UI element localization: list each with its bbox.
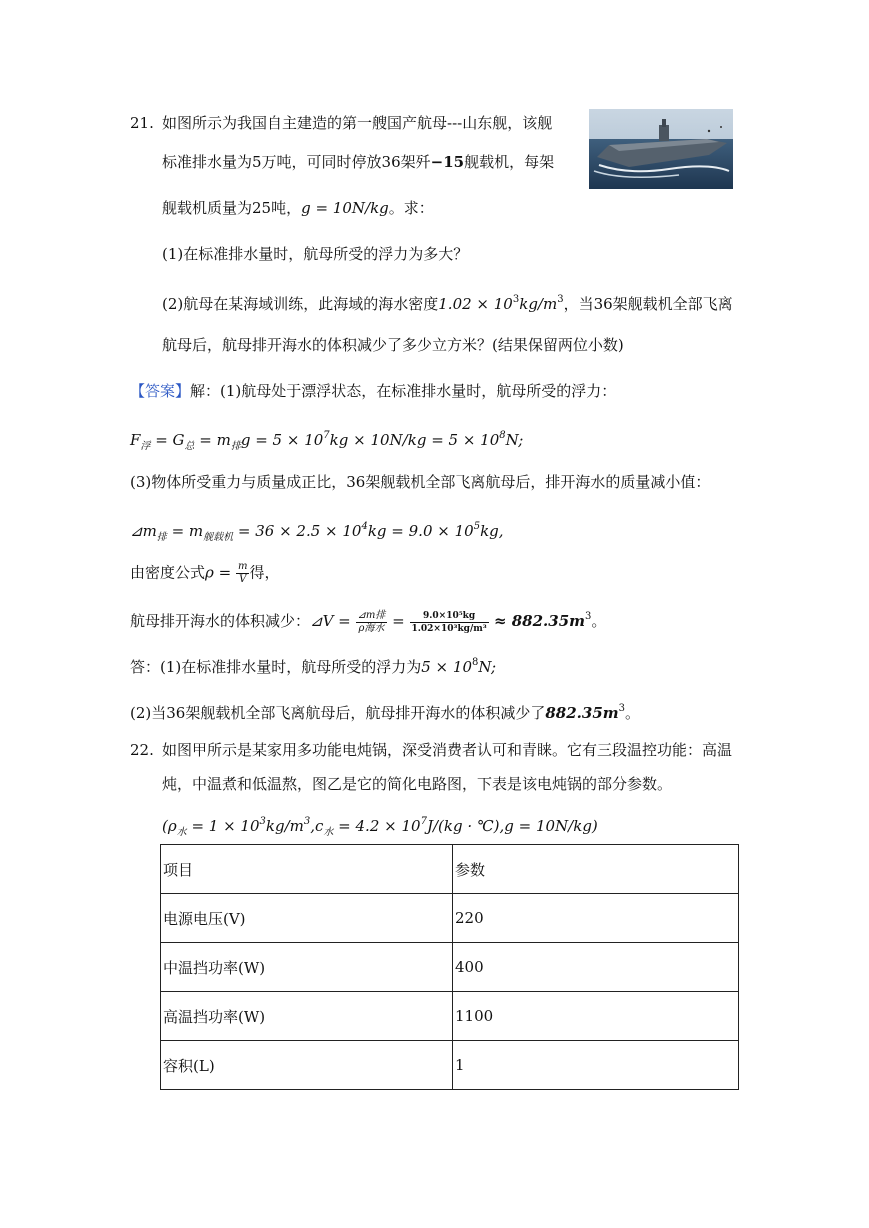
answer-intro: 【答案】解：(1)航母处于漂浮状态，在标准排水量时，航母所受的浮力： xyxy=(130,382,617,400)
table-cell: 容积(L) xyxy=(161,1041,453,1090)
table-header-cell: 参数 xyxy=(453,845,739,894)
table-cell: 220 xyxy=(453,894,739,943)
density-formula: 由密度公式ρ = $\frac{m}{V}$ 得， xyxy=(130,561,280,585)
table-cell: 电源电压(V) xyxy=(161,894,453,943)
table-cell: 1100 xyxy=(453,992,739,1041)
question-text-line: 标准排水量为5万吨，可同时停放36架歼−15舰载机，每架 xyxy=(162,153,555,171)
conclusion-2: (2)当36架舰载机全部飞离航母后，航母排开海水的体积减少了$882.35m^3$。 xyxy=(130,703,641,722)
constants-line: ($\rho_水 = 1 \times 10^3kg/m^3,c_水 = 4.2 \times 10^7J/(kg$ · ℃),g = 10N/kg) xyxy=(162,816,598,838)
sub-question-1: (1)在标准排水量时，航母所受的浮力为多大？ xyxy=(162,245,469,263)
table-row xyxy=(161,992,739,1041)
parameter-table xyxy=(160,844,739,1090)
table-cell: 高温挡功率(W) xyxy=(161,992,453,1041)
equation-buoyancy: $F_浮 = G_总 = m_排g = 5 \times 10^7kg \times 10N/kg = 5 \times 10^8N$; xyxy=(130,430,524,452)
sub-question-2-cont: 航母后，航母排开海水的体积减少了多少立方米？(结果保留两位小数) xyxy=(162,336,624,354)
question-number: 21. xyxy=(130,114,154,132)
answer-tag: 【答案】 xyxy=(130,382,191,400)
conclusion-1: 答：(1)在标准排水量时，航母所受的浮力为$5 \times 10^8N$; xyxy=(130,657,497,676)
sub-question-2: (2)航母在某海域训练，此海域的海水密度$1.02 \times 10^3kg/m^3$，当36架舰载机全部飞离 xyxy=(162,294,733,313)
table-row xyxy=(161,894,739,943)
answer-step: (3)物体所受重力与质量成正比，36架舰载机全部飞离航母后，排开海水的质量减小值： xyxy=(130,473,711,491)
table-row xyxy=(161,1041,739,1090)
table-header-row xyxy=(161,845,739,894)
question-text-line: 炖，中温煮和低温熬，图乙是它的简化电路图，下表是该电炖锅的部分参数。 xyxy=(162,775,673,793)
question-text-line: 舰载机质量为25吨，g = 10N/kg。求： xyxy=(162,199,434,217)
table-row xyxy=(161,943,739,992)
question-number: 22. xyxy=(130,741,154,759)
table-cell: 1 xyxy=(453,1041,739,1090)
equation-mass: $⊿m_排 = m_{舰载机} = 36 \times 2.5 \times 10^4kg = 9.0 \times 10^5kg$, xyxy=(130,521,504,543)
table-cell: 400 xyxy=(453,943,739,992)
table-header-cell: 项目 xyxy=(161,845,453,894)
table-cell: 中温挡功率(W) xyxy=(161,943,453,992)
question-text-line: 如图甲所示是某家用多功能电炖锅，深受消费者认可和青睐。它有三段温控功能：高温 xyxy=(162,741,733,759)
question-text-line: 如图所示为我国自主建造的第一艘国产航母---山东舰，该舰 xyxy=(162,114,553,132)
volume-formula: 航母排开海水的体积减少：⊿V = $\frac{\text{⊿m排}}{\text{ρ海水}}$ = $\frac{\text{9.0×10⁵kg}}{\text{1.02×10³kg/m³}}$ ≈ $882.35m^3$。 xyxy=(130,609,607,634)
aircraft-carrier-photo xyxy=(589,109,733,189)
